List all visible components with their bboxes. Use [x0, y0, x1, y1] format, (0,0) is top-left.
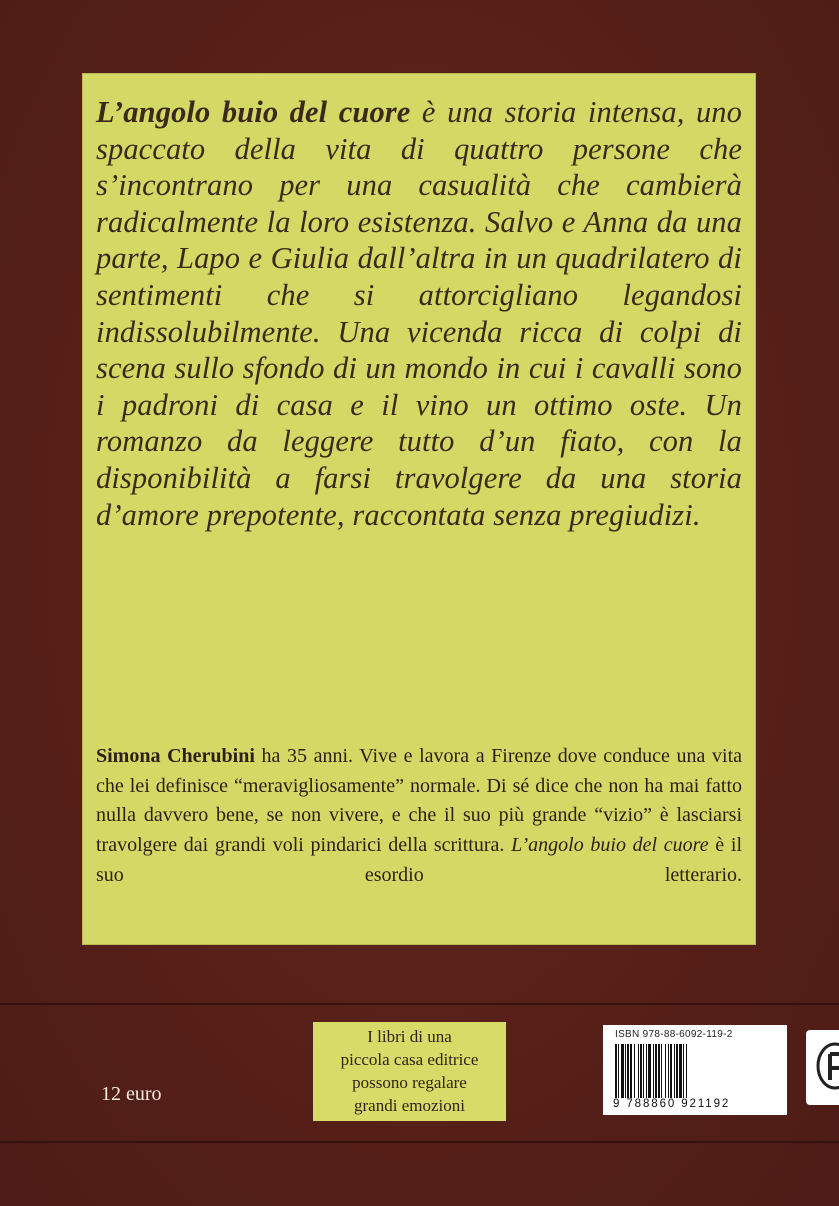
- barcode-bar: [615, 1044, 617, 1098]
- barcode-bar: [658, 1044, 660, 1098]
- barcode-bar: [653, 1044, 654, 1098]
- bio-body: ha 35 anni. Vive e lavora a Firenze dove conduce una vita che lei definisce “meravigliosamente” normale. Di sé dice che non ha mai fatto nulla davvero bene, se non vivere, e che il suo più grande “vizio” è lasciarsi travolgere dai grandi voli pindarici della scrittura.: [96, 745, 742, 857]
- slogan-line: possono regalare: [352, 1073, 467, 1092]
- barcode-bar: [643, 1044, 644, 1098]
- barcode-bar: [655, 1044, 657, 1098]
- publisher-logo-icon: [809, 1040, 839, 1092]
- footer-divider-bottom: [0, 1141, 839, 1143]
- barcode-block: [603, 1025, 787, 1115]
- barcode-bar: [676, 1044, 678, 1098]
- slogan-line: I libri di una: [367, 1027, 452, 1046]
- barcode-bar: [668, 1044, 669, 1098]
- barcode-bar: [646, 1044, 647, 1098]
- footer-divider-top: [0, 1003, 839, 1005]
- barcode-bar: [679, 1044, 682, 1098]
- price-label: 12 euro: [101, 1083, 162, 1105]
- barcode-bar: [627, 1044, 629, 1098]
- barcode-bar: [634, 1044, 635, 1098]
- slogan-line: piccola casa editrice: [340, 1050, 479, 1069]
- barcode-bar: [640, 1044, 642, 1098]
- barcode-bar: [625, 1044, 626, 1098]
- barcode-bar: [618, 1044, 619, 1098]
- barcode-digits: 9 788860 921192: [613, 1098, 731, 1110]
- barcode-icon: [615, 1044, 775, 1098]
- book-title: L’angolo buio del cuore: [96, 95, 411, 129]
- barcode-bar: [661, 1044, 662, 1098]
- barcode-bar: [648, 1044, 651, 1098]
- bio-book-title: L’angolo buio del cuore: [511, 834, 709, 857]
- publisher-logo: [806, 1030, 839, 1105]
- barcode-bar: [683, 1044, 684, 1098]
- isbn-label: ISBN 978-88-6092-119-2: [615, 1029, 733, 1040]
- barcode-bar: [621, 1044, 624, 1098]
- barcode-bar: [638, 1044, 639, 1098]
- barcode-bar: [686, 1044, 687, 1098]
- blurb-body: è una storia intensa, uno spaccato della vita di quattro persone che s’incontrano per una casualità che cambierà radicalmente la loro esistenza. Salvo e Anna da una parte, Lapo e Giulia dall’altra in un quadrilatero di sentimenti che si attorcigliano legandosi indissolubilmente. Una vicenda ricca di colpi di scena sullo sfondo di un mondo in cui i cavalli sono i padroni di casa e il vino un ottimo oste. Un romanzo da leggere tutto d’un fiato, con la disponibilità a farsi travolgere da una storia d’amore prepotente, raccontata senza pregiudizi.: [96, 95, 742, 532]
- barcode-bar: [665, 1044, 666, 1098]
- barcode-bar: [670, 1044, 672, 1098]
- author-name: Simona Cherubini: [96, 745, 255, 767]
- publisher-slogan: [313, 1022, 506, 1121]
- barcode-bar: [630, 1044, 632, 1098]
- barcode-bar: [674, 1044, 675, 1098]
- blurb-text: [96, 94, 742, 533]
- slogan-line: grandi emozioni: [354, 1096, 465, 1115]
- bio-ending: è il suo esordio letterario.: [96, 834, 743, 886]
- author-bio: [96, 742, 742, 891]
